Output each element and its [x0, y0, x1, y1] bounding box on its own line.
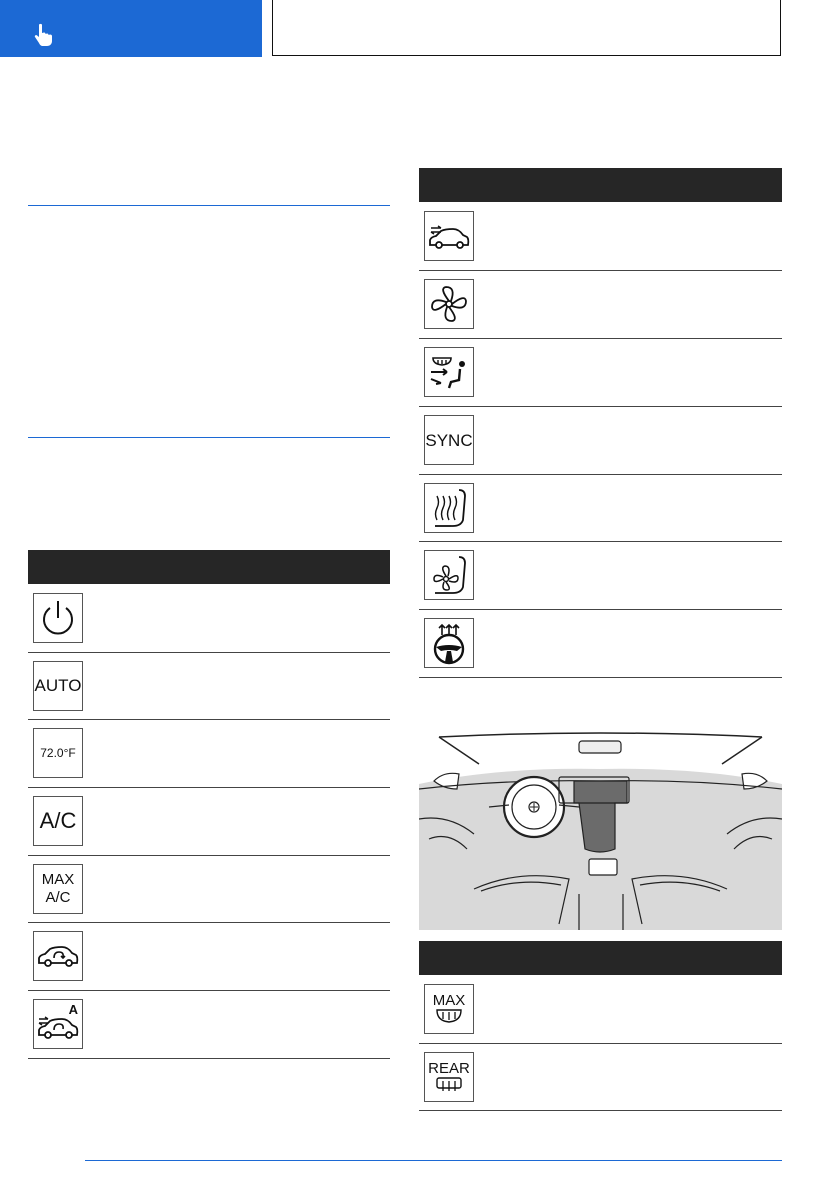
- table-row: [28, 584, 390, 652]
- chapter-tab: [0, 0, 262, 57]
- temperature-text-icon: 72.0°F: [33, 728, 83, 778]
- fan-icon: [424, 279, 474, 329]
- table-row: [419, 270, 782, 338]
- table-row: [28, 922, 390, 990]
- max-defrost-icon: MAX: [424, 984, 474, 1034]
- footer-rule: [85, 1160, 782, 1161]
- table-row: [419, 609, 782, 677]
- table-row: [419, 541, 782, 609]
- table-row: [419, 338, 782, 406]
- power-icon: [33, 593, 83, 643]
- auto-recirculation-icon: A: [33, 999, 83, 1049]
- steering-wheel-heating-icon: [424, 618, 474, 668]
- table-row: [419, 975, 782, 1043]
- seat-ventilation-icon: [424, 550, 474, 600]
- table-row: [419, 1043, 782, 1110]
- hand-pointer-icon: [33, 23, 59, 47]
- air-distribution-icon: [424, 347, 474, 397]
- section-rule: [28, 205, 390, 206]
- recirculation-icon: [33, 931, 83, 981]
- fresh-air-car-icon: [424, 211, 474, 261]
- table-row: [28, 719, 390, 787]
- controls-table-right: [419, 168, 782, 678]
- table-row: [28, 652, 390, 719]
- auto-text-icon: AUTO: [33, 661, 83, 711]
- max-ac-text-icon: MAX A/C: [33, 864, 83, 914]
- ac-text-icon: A/C: [33, 796, 83, 846]
- controls-table-left: [28, 550, 390, 1059]
- section-rule: [28, 437, 390, 438]
- table-row: [28, 990, 390, 1058]
- table-row: [419, 202, 782, 270]
- seat-heating-icon: [424, 483, 474, 533]
- controls-table-defrost: [419, 941, 782, 1111]
- sync-text-icon: SYNC: [424, 415, 474, 465]
- table-row: [419, 406, 782, 474]
- table-row: [28, 855, 390, 922]
- rear-defrost-icon: REAR: [424, 1052, 474, 1102]
- table-row: [28, 787, 390, 855]
- dashboard-illustration: [419, 719, 782, 930]
- table-row: [419, 474, 782, 541]
- header-title-box: [272, 0, 781, 56]
